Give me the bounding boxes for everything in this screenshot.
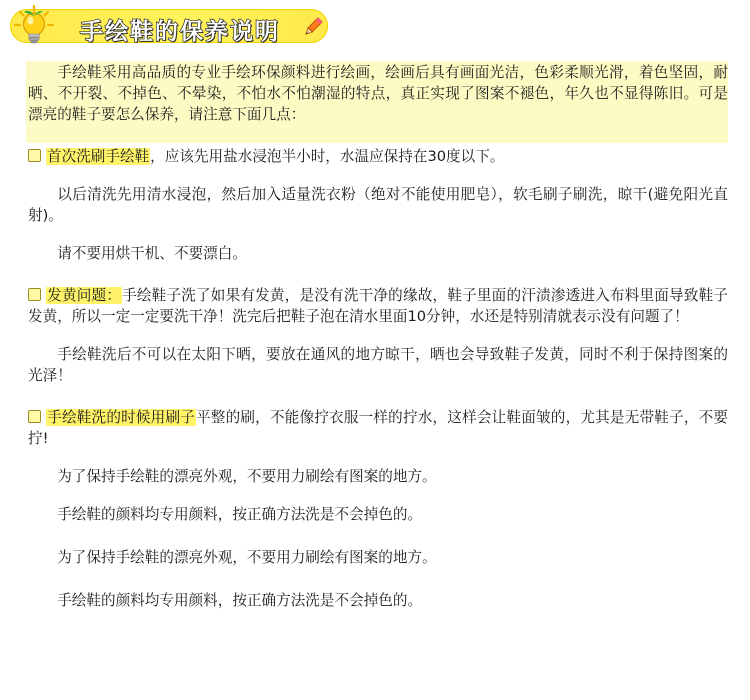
page-title: 手绘鞋的保养说明 bbox=[80, 19, 280, 45]
care-instructions bbox=[28, 58, 728, 611]
sub-paragraph: 为了保持手绘鞋的漂亮外观，不要用力刷绘有图案的地方。 bbox=[57, 468, 437, 485]
intro-block bbox=[28, 58, 728, 125]
section-text: 手绘鞋子洗了如果有发黄，是没有洗干净的缘故，鞋子里面的汗渍渗透进入布料里面导致鞋子发黄，所以一定一定要洗干净！洗完后把鞋子泡在清水里面10分钟，水还是特别清就表示没有问题了！ bbox=[28, 287, 728, 325]
checkbox-bullet-icon bbox=[28, 410, 41, 423]
intro-paragraph: 手绘鞋采用高品质的专业手绘环保颜料进行绘画，绘画后具有画面光洁，色彩柔顺光滑，着色坚固，耐晒、不开裂、不掉色、不晕染，不怕水不怕潮湿的特点，真正实现了图案不褪色，年久也不显得陈旧。可是漂亮的鞋子要怎么保养，请注意下面几点： bbox=[28, 64, 728, 123]
section-wash-first bbox=[28, 146, 728, 167]
pencil-icon bbox=[302, 16, 324, 38]
section-keyword: 首次洗刷手绘鞋 bbox=[47, 148, 150, 165]
section-keyword: 发黄问题： bbox=[47, 287, 122, 304]
checkbox-bullet-icon bbox=[28, 149, 41, 162]
section-yellowing bbox=[28, 285, 728, 327]
section-brushing bbox=[28, 407, 728, 449]
section-text: ，应该先用盐水浸泡半小时，水温应保持在30度以下。 bbox=[150, 148, 505, 165]
tail-paragraph: 为了保持手绘鞋的漂亮外观，不要用力刷绘有图案的地方。 bbox=[57, 549, 437, 566]
sub-paragraph: 手绘鞋洗后不可以在太阳下晒，要放在通风的地方晾干，晒也会导致鞋子发黄，同时不利于保持图案的光泽！ bbox=[28, 346, 728, 384]
tail-paragraph: 手绘鞋的颜料均专用颜料，按正确方法洗是不会掉色的。 bbox=[57, 592, 423, 609]
section-text: 平整的刷，不能像拧衣服一样的拧水，这样会让鞋面皱的，尤其是无带鞋子，不要拧! bbox=[28, 409, 728, 447]
sub-paragraph: 请不要用烘干机、不要漂白。 bbox=[57, 245, 247, 262]
sub-paragraph: 手绘鞋的颜料均专用颜料，按正确方法洗是不会掉色的。 bbox=[57, 506, 423, 523]
checkbox-bullet-icon bbox=[28, 288, 41, 301]
header-banner bbox=[10, 6, 328, 46]
lightbulb-icon bbox=[12, 4, 56, 48]
sub-paragraph: 以后清洗先用清水浸泡，然后加入适量洗衣粉（绝对不能使用肥皂），软毛刷子刷洗，晾干(避免阳光直射)。 bbox=[28, 186, 728, 224]
section-keyword: 手绘鞋洗的时候用刷子 bbox=[47, 409, 196, 426]
